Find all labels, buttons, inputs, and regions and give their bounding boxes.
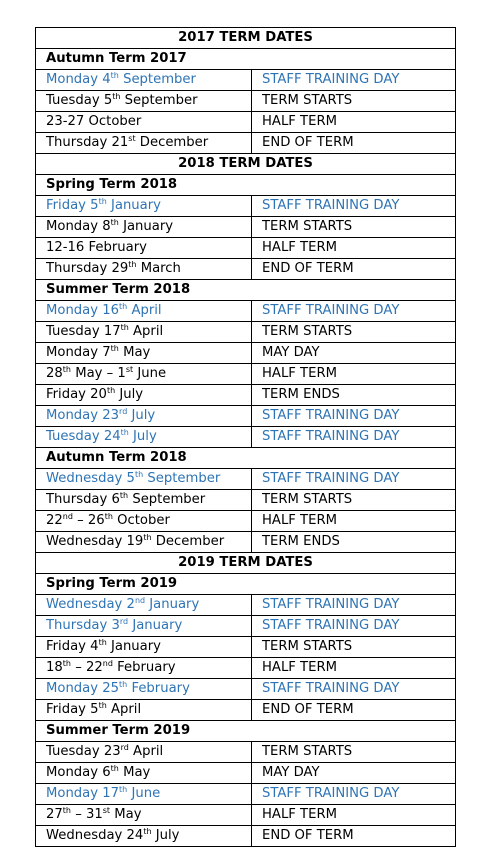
date-cell: 23-27 October (36, 112, 252, 133)
event-cell: TERM STARTS (252, 742, 456, 763)
event-cell: MAY DAY (252, 343, 456, 364)
date-cell: Wednesday 24th July (36, 826, 252, 847)
table-row (36, 259, 456, 280)
event-cell: STAFF TRAINING DAY (252, 784, 456, 805)
year-heading: 2017 TERM DATES (36, 28, 456, 49)
event-cell: HALF TERM (252, 112, 456, 133)
table-row (36, 511, 456, 532)
date-cell: 18th – 22nd February (36, 658, 252, 679)
year-heading: 2019 TERM DATES (36, 553, 456, 574)
table-row (36, 595, 456, 616)
event-cell: STAFF TRAINING DAY (252, 595, 456, 616)
table-row (36, 742, 456, 763)
table-row (36, 322, 456, 343)
event-cell: STAFF TRAINING DAY (252, 469, 456, 490)
table-row (36, 427, 456, 448)
event-cell: HALF TERM (252, 511, 456, 532)
event-cell: TERM STARTS (252, 490, 456, 511)
event-cell: END OF TERM (252, 826, 456, 847)
term-heading: Spring Term 2018 (36, 175, 456, 196)
date-cell: Wednesday 2nd January (36, 595, 252, 616)
table-row (36, 364, 456, 385)
event-cell: TERM STARTS (252, 91, 456, 112)
date-cell: Thursday 21st December (36, 133, 252, 154)
table-row (36, 637, 456, 658)
term-heading-row (36, 175, 456, 196)
table-row (36, 343, 456, 364)
date-cell: Monday 17th June (36, 784, 252, 805)
date-cell: 27th – 31st May (36, 805, 252, 826)
event-cell: END OF TERM (252, 700, 456, 721)
date-cell: Thursday 6th September (36, 490, 252, 511)
date-cell: 28th May – 1st June (36, 364, 252, 385)
event-cell: STAFF TRAINING DAY (252, 679, 456, 700)
event-cell: HALF TERM (252, 238, 456, 259)
date-cell: Monday 6th May (36, 763, 252, 784)
date-cell: Monday 23rd July (36, 406, 252, 427)
event-cell: END OF TERM (252, 133, 456, 154)
event-cell: MAY DAY (252, 763, 456, 784)
date-cell: 12-16 February (36, 238, 252, 259)
date-cell: Friday 20th July (36, 385, 252, 406)
table-row (36, 679, 456, 700)
table-row (36, 805, 456, 826)
table-row (36, 490, 456, 511)
term-heading: Autumn Term 2018 (36, 448, 456, 469)
table-row (36, 469, 456, 490)
year-heading-row (36, 28, 456, 49)
table-row (36, 763, 456, 784)
term-heading-row (36, 49, 456, 70)
year-heading-row (36, 553, 456, 574)
term-dates-sheet (35, 27, 455, 847)
table-row (36, 826, 456, 847)
table-row (36, 385, 456, 406)
date-cell: Monday 7th May (36, 343, 252, 364)
term-heading: Autumn Term 2017 (36, 49, 456, 70)
term-heading: Summer Term 2019 (36, 721, 456, 742)
event-cell: TERM ENDS (252, 385, 456, 406)
event-cell: STAFF TRAINING DAY (252, 196, 456, 217)
event-cell: HALF TERM (252, 805, 456, 826)
table-row (36, 133, 456, 154)
event-cell: HALF TERM (252, 364, 456, 385)
table-row (36, 406, 456, 427)
term-dates-table (35, 27, 456, 847)
table-row (36, 112, 456, 133)
term-heading-row (36, 280, 456, 301)
date-cell: Tuesday 17th April (36, 322, 252, 343)
event-cell: TERM STARTS (252, 322, 456, 343)
event-cell: TERM STARTS (252, 637, 456, 658)
event-cell: HALF TERM (252, 658, 456, 679)
date-cell: Tuesday 5th September (36, 91, 252, 112)
table-row (36, 616, 456, 637)
event-cell: STAFF TRAINING DAY (252, 70, 456, 91)
date-cell: Thursday 29th March (36, 259, 252, 280)
term-heading: Spring Term 2019 (36, 574, 456, 595)
table-row (36, 784, 456, 805)
date-cell: Wednesday 19th December (36, 532, 252, 553)
date-cell: Friday 4th January (36, 637, 252, 658)
term-heading-row (36, 721, 456, 742)
date-cell: Monday 8th January (36, 217, 252, 238)
event-cell: TERM ENDS (252, 532, 456, 553)
date-cell: Friday 5th April (36, 700, 252, 721)
table-row (36, 217, 456, 238)
date-cell: Tuesday 24th July (36, 427, 252, 448)
event-cell: STAFF TRAINING DAY (252, 616, 456, 637)
year-heading-row (36, 154, 456, 175)
table-row (36, 91, 456, 112)
date-cell: Friday 5th January (36, 196, 252, 217)
event-cell: STAFF TRAINING DAY (252, 301, 456, 322)
event-cell: END OF TERM (252, 259, 456, 280)
term-heading: Summer Term 2018 (36, 280, 456, 301)
term-heading-row (36, 448, 456, 469)
year-heading: 2018 TERM DATES (36, 154, 456, 175)
term-heading-row (36, 574, 456, 595)
table-row (36, 70, 456, 91)
table-row (36, 658, 456, 679)
date-cell: Wednesday 5th September (36, 469, 252, 490)
date-cell: Tuesday 23rd April (36, 742, 252, 763)
date-cell: Monday 16th April (36, 301, 252, 322)
date-cell: Monday 4th September (36, 70, 252, 91)
event-cell: STAFF TRAINING DAY (252, 427, 456, 448)
table-row (36, 532, 456, 553)
event-cell: STAFF TRAINING DAY (252, 406, 456, 427)
table-row (36, 196, 456, 217)
table-row (36, 700, 456, 721)
term-dates-body (36, 28, 456, 847)
event-cell: TERM STARTS (252, 217, 456, 238)
date-cell: Thursday 3rd January (36, 616, 252, 637)
table-row (36, 238, 456, 259)
table-row (36, 301, 456, 322)
date-cell: Monday 25th February (36, 679, 252, 700)
date-cell: 22nd – 26th October (36, 511, 252, 532)
